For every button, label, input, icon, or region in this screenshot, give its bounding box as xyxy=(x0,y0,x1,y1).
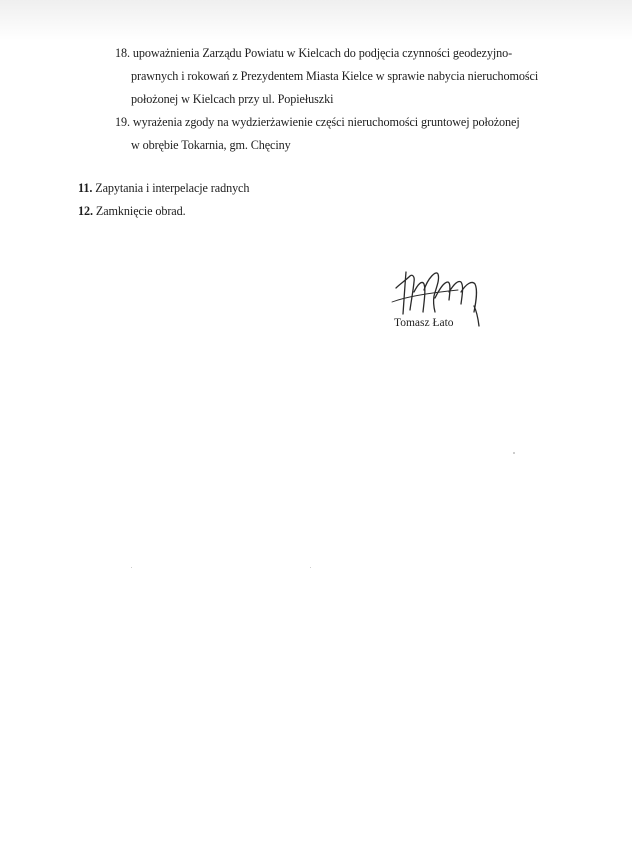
scan-speck xyxy=(513,452,515,454)
item-19-line-1 xyxy=(115,114,520,130)
agenda-item-12 xyxy=(78,203,186,219)
handwritten-signature-icon xyxy=(388,262,498,344)
item-18-number: 18. xyxy=(115,46,130,60)
agenda-11-number: 11. xyxy=(78,181,93,195)
agenda-12-text: Zamknięcie obrad. xyxy=(95,204,186,218)
signer-name: Tomasz Łato xyxy=(394,317,454,329)
agenda-12-number: 12. xyxy=(78,204,93,218)
agenda-11-text: Zapytania i interpelacje radnych xyxy=(95,181,250,195)
item-18-line-3: położonej w Kielcach przy ul. Popiełuszki xyxy=(131,92,334,106)
item-18-text-1: upoważnienia Zarządu Powiatu w Kielcach do podjęcia czynności geodezyjno- xyxy=(132,46,513,60)
agenda-item-11 xyxy=(78,180,249,196)
item-19-text-1: wyrażenia zgody na wydzierżawienie części nieruchomości gruntowej położonej xyxy=(132,115,520,129)
item-18-line-1 xyxy=(115,45,512,61)
scan-speck xyxy=(131,567,132,568)
item-19-line-2: w obrębie Tokarnia, gm. Chęciny xyxy=(131,138,291,152)
scan-shadow xyxy=(0,0,632,40)
scan-speck xyxy=(310,567,311,568)
signature-block xyxy=(388,262,498,344)
item-19-number: 19. xyxy=(115,115,130,129)
item-18-line-2: prawnych i rokowań z Prezydentem Miasta Kielce w sprawie nabycia nieruchomości xyxy=(131,69,539,83)
